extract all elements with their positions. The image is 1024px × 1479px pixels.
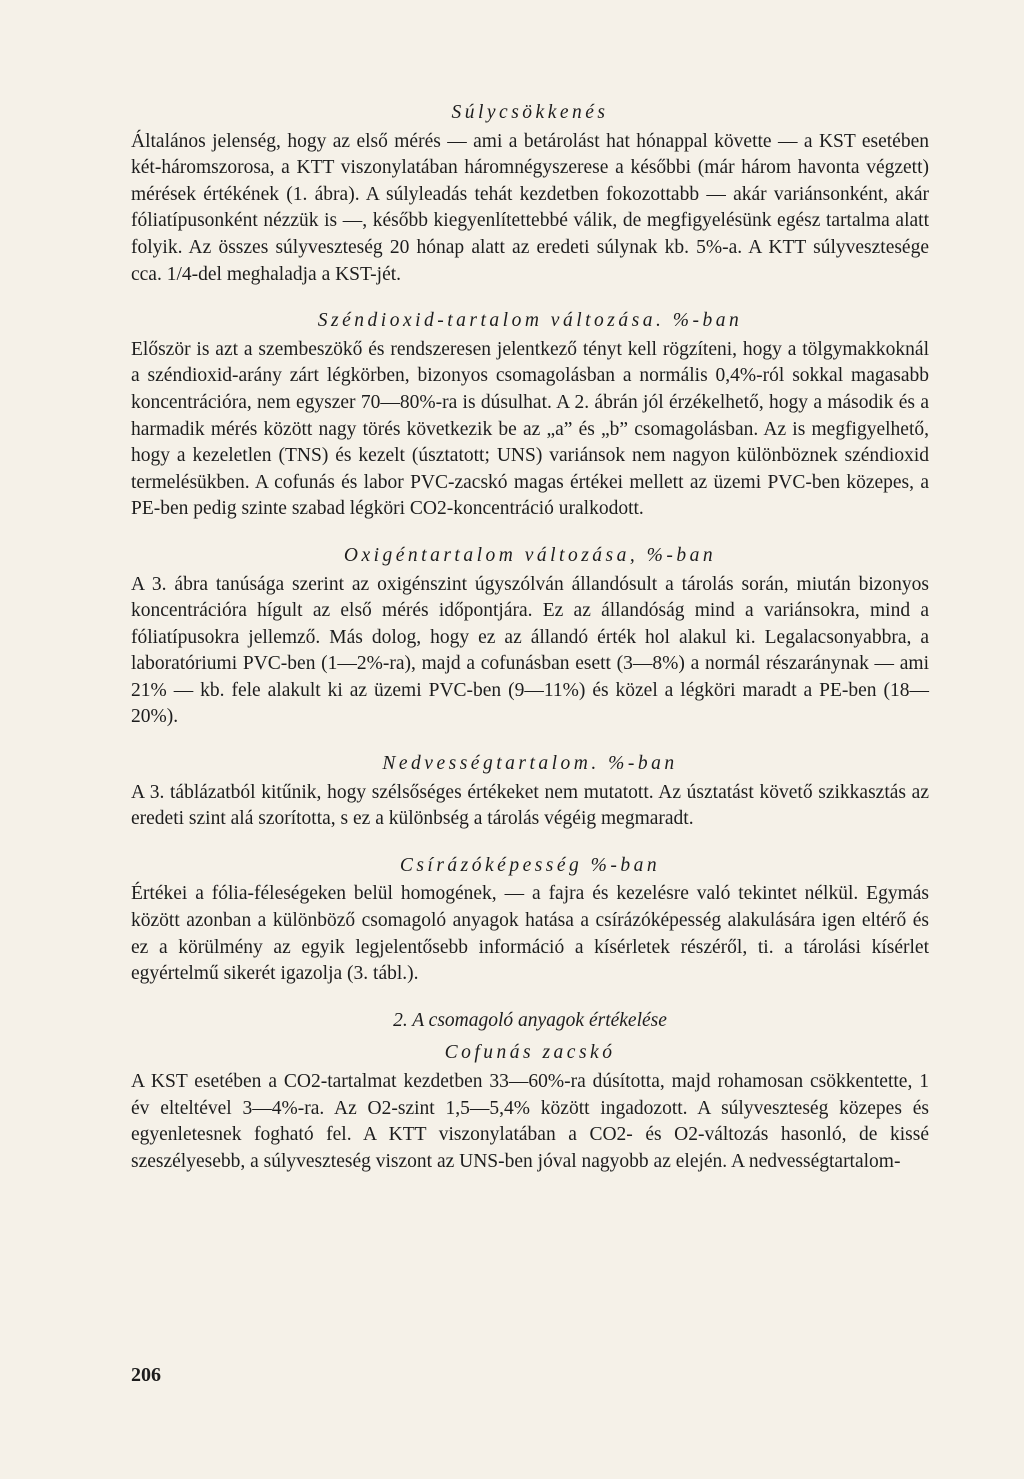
- section-heading-cofunas: Cofunás zacskó: [444, 1042, 616, 1064]
- chapter-heading-csomagolo: 2. A csomagoló anyagok értékelése: [393, 1009, 667, 1031]
- paragraph-szendioxid: Először is azt a szembeszökő és rendszeresen jelentkező tényt kell rögzíteni, hogy a tölgymakkoknál a széndioxid-arány zárt légkörben, bizonyos csomagolásban a normális 0,4%-ról sokkal magasabb koncentrációra, nem egyszer 70—80%-ra is dúsulhat. A 2. ábrán jól érzékelhető, hogy a második és a harmadik mérés között nagy törés következik be az „a” és „b” csomagolásban. Az is megfigyelhető, hogy a kezeletlen (TNS) és kezelt (úsztatott; UNS) variánsok nem nagyon különböznek széndioxid termelésükben. A cofunás és labor PVC-zacskó magas értékei mellett az üzemi PVC-ben közepes, a PE-ben pedig szinte szabad légköri CO2-koncentráció uralkodott.: [131, 338, 929, 520]
- paragraph-sulycsokkenes: Általános jelenség, hogy az első mérés — ami a betárolást hat hónappal követte — a KST esetében két-háromszorosa, a KTT viszonylatában háromnégyszerese a későbbi (már három havonta végzett) mérések értékének (1. ábra). A súlyleadás tehát kezdetben fokozottabb — akár variánsonként, akár fóliatípusonként nézzük is —, később kiegyenlítettebbé válik, de megfigyelésünk egész tartalma alatt folyik. Az összes súlyveszteség 20 hónap alatt az eredeti súlynak kb. 5%-a. A KTT súlyvesztesége cca. 1/4-del meghaladja a KST-jét.: [131, 130, 929, 285]
- paragraph-oxigen: A 3. ábra tanúsága szerint az oxigénszint úgyszólván állandósult a tárolás során, miután bizonyos koncentrációra hígult az első mérés időpontjára. Ez az állandóság mind a variánsokra, mind a fóliatípusokra jellemző. Más dolog, hogy ez az állandó érték hol alakul ki. Legalacsonyabbra, a laboratóriumi PVC-ben (1—2%-ra), majd a cofunásban esett (3—8%) a normál részaránynak — ami 21% — kb. fele alakult ki az üzemi PVC-ben (9—11%) és közel a légköri maradt a PE-ben (18—20%).: [131, 573, 929, 728]
- paragraph-nedvesseg: A 3. táblázatból kitűnik, hogy szélsőséges értékeket nem mutatott. Az úsztatást követő szikkasztás az eredeti szint alá szorította, s ez a különbség a tárolás végéig megmaradt.: [131, 781, 929, 830]
- section-heading-sulycsokkenes: Súlycsökkenés: [451, 102, 609, 123]
- section-heading-csirazo: Csírázóképesség %-ban: [399, 854, 661, 876]
- section-heading-szendioxid: Széndioxid-tartalom változása. %-ban: [317, 310, 743, 332]
- section-heading-oxigen: Oxigéntartalom változása, %-ban: [343, 544, 717, 566]
- paragraph-csirazo: Értékei a fólia-féleségeken belül homogének, — a fajra és kezelésre való tekintet nélkül. Egymás között azonban a különböző csomagoló anyagok hatása a csírázóképesség alakulására igen eltérő és ez a körülmény az egyik legjelentősebb információ a kísérletek részéről, ti. a tárolási kísérlet egyértelmű sikerét igazolja (3. tábl.).: [131, 883, 929, 985]
- paragraph-cofunas: A KST esetében a CO2-tartalmat kezdetben 33—60%-ra dúsította, majd rohamosan csökkentette, 1 év elteltével 3—4%-ra. Az O2-szint 1,5—5,4% között ingadozott. A súlyveszteség közepes és egyenletesnek fogható fel. A KTT viszonylatában a CO2- és O2-változás hasonló, de kissé szeszélyesebb, a súlyveszteség viszont az UNS-ben jóval nagyobb az elején. A nedvességtartalom-: [131, 1071, 929, 1172]
- page-number: 206: [131, 1364, 161, 1386]
- page-content: [131, 100, 929, 1175]
- section-heading-nedvesseg: Nedvességtartalom. %-ban: [382, 753, 678, 775]
